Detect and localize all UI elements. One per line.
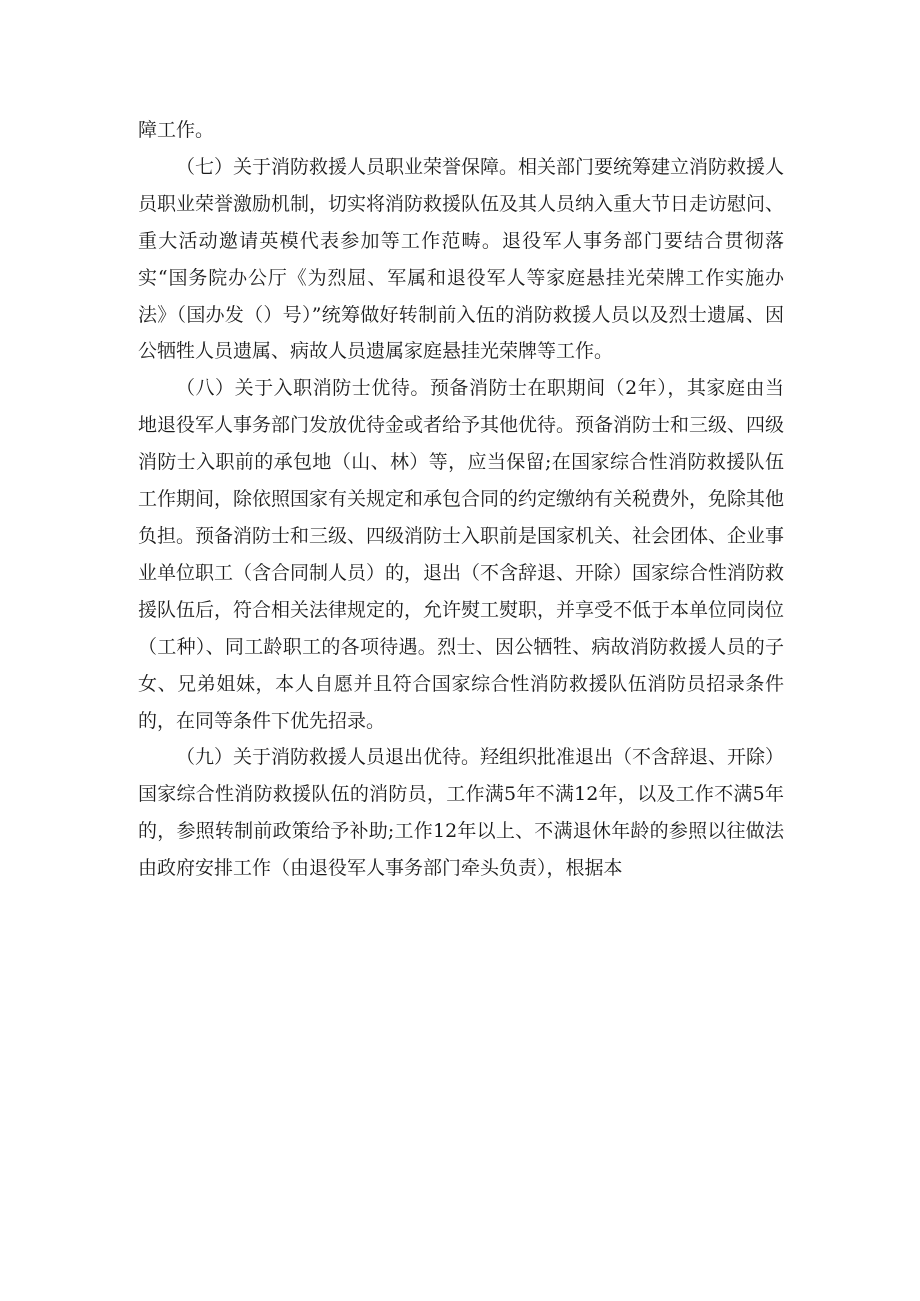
paragraph-seven-career-honor: （七）关于消防救援人员职业荣誉保障。相关部门要统筹建立消防救援人员职业荣誉激励机制，切实将消防救援队伍及其人员纳入重大节日走访慰问、重大活动邀请英模代表参加等工作范畴。退役军人事务部门要结合贯彻落实“国务院办公厅《为烈屈、军属和退役军人等家庭悬挂光荣牌工作实施办法》（国办发（）号）”统筹做好转制前入伍的消防救援人员以及烈士遗属、因公牺牲人员遗属、病故人员遗属家庭悬挂光荣牌等工作。 [138, 155, 785, 363]
paragraph-nine-exit-preference: （九）关于消防救援人员退出优待。羟组织批准退出（不含辞退、开除）国家综合性消防救援队伍的消防员，工作满5年不满12年，以及工作不满5年的，参照转制前政策给予补助;工作12年以上、不满退休年龄的参照以往做法由政府安排工作（由退役军人事务部门牵头负责），根据本 [138, 746, 785, 880]
document-body [138, 112, 784, 887]
paragraph-continuation: 障工作。 [138, 119, 215, 141]
paragraph-eight-entry-preference: （八）关于入职消防士优待。预备消防士在职期间（2年），其家庭由当地退役军人事务部门发放优待金或者给予其他优待。预备消防士和三级、四级消防士入职前的承包地（山、林）等，应当保留;在国家综合性消防救援队伍工作期间，除依照国家有关规定和承包合同的约定缴纳有关税费外，免除其他负担。预备消防士和三级、四级消防士入职前是国家机关、社会团体、企业事业单位职工（含合同制人员）的，退出（不含辞退、开除）国家综合性消防救援队伍后，符合相关法律规定的，允许熨工熨职，并享受不低于本单位同岗位（工种）、同工龄职工的各项待遇。烈士、因公牺牲、病故消防救援人员的子女、兄弟姐妹，本人自愿并且符合国家综合性消防救援队伍消防员招录条件的，在同等条件下优先招录。 [138, 377, 785, 732]
